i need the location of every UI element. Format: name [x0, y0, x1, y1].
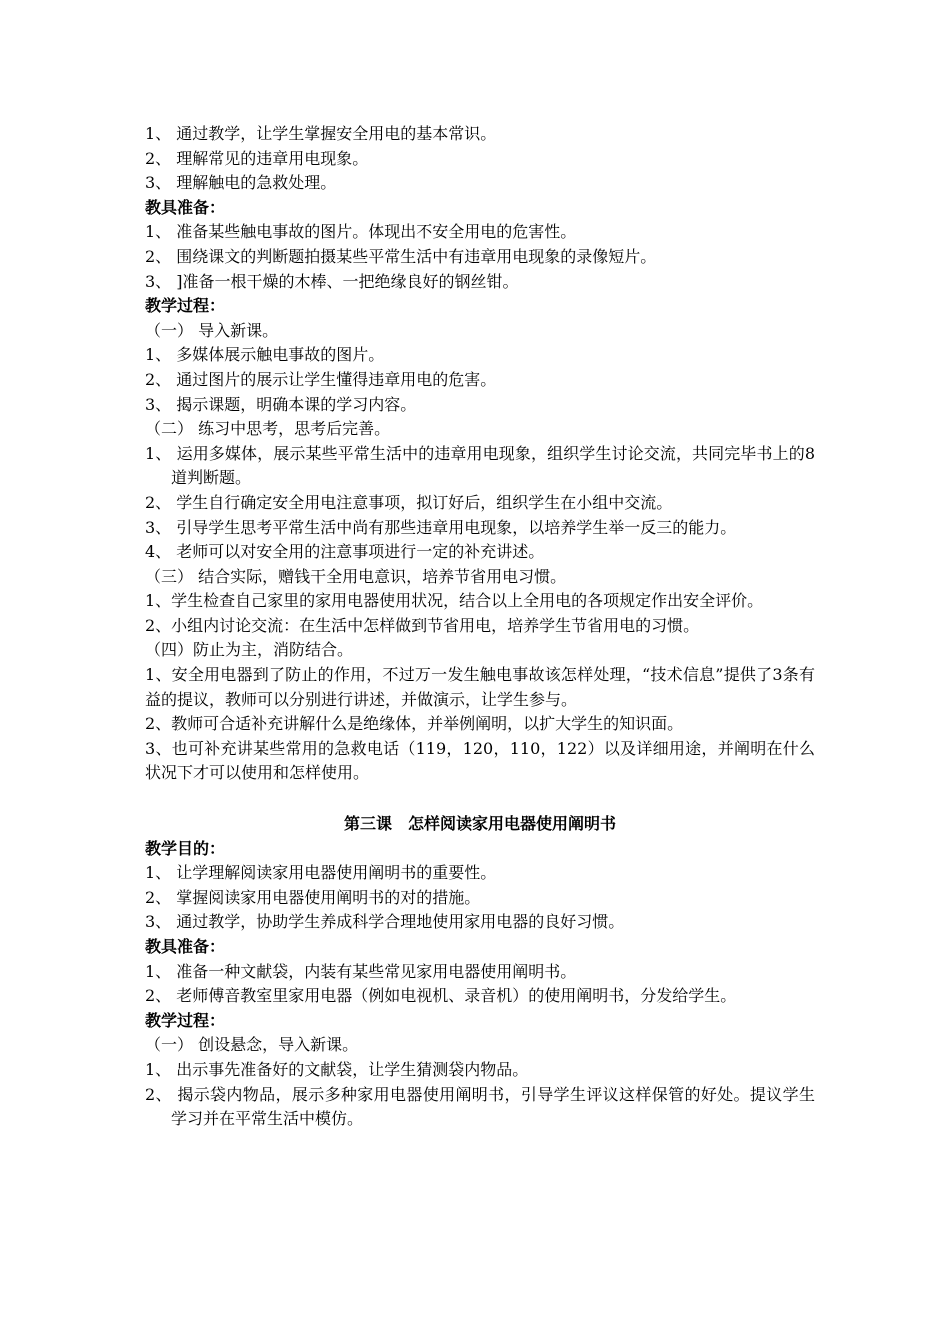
- goal-item: 1、 让学理解阅读家用电器使用阐明书的重要性。: [145, 863, 497, 883]
- goal-item: 2、 理解常见的违章用电现象。: [145, 148, 369, 168]
- section-heading: 教具准备：: [145, 937, 226, 956]
- prep-item: 2、 围绕课文的判断题拍摄某些平常生活中有违章用电现象的录像短片。: [145, 246, 657, 266]
- section-heading: 教学目的：: [145, 838, 226, 858]
- process-item: 1、 运用多媒体，展示某些平常生活中的违章用电现象，组织学生讨论交流，共同完毕书上的8道判断题。: [145, 443, 815, 488]
- goal-item: 3、 理解触电的急救处理。: [145, 173, 337, 193]
- prep-item: 1、 准备一种文献袋，内装有某些常见家用电器使用阐明书。: [145, 961, 577, 981]
- process-item: 2、 揭示袋内物品，展示多种家用电器使用阐明书，引导学生评议这样保管的好处。提议学生学习并在平常生活中模仿。: [145, 1084, 815, 1129]
- document-page: [145, 122, 815, 1132]
- process-item: 3、也可补充讲某些常用的急救电话（119，120，110，122）以及详细用途，并阐明在什么状况下才可以使用和怎样使用。: [145, 738, 815, 783]
- process-item: 4、 老师可以对安全用的注意事项进行一定的补充讲述。: [145, 542, 545, 562]
- process-item: 2、 通过图片的展示让学生懂得违章用电的危害。: [145, 369, 497, 389]
- lesson-name: 怎样阅读家用电器使用阐明书: [408, 814, 617, 834]
- section-heading: 教学过程：: [145, 1010, 226, 1030]
- prep-item: 2、 老师傅音教室里家用电器（例如电视机、录音机）的使用阐明书，分发给学生。: [145, 986, 737, 1006]
- process-item: 1、 出示事先准备好的文献袋，让学生猜测袋内物品。: [145, 1059, 529, 1079]
- goal-item: 2、 掌握阅读家用电器使用阐明书的对的措施。: [145, 887, 481, 907]
- process-item: 2、小组内讨论交流：在生活中怎样做到节省用电，培养学生节省用电的习惯。: [145, 615, 700, 635]
- lesson-number: 第三课: [343, 814, 392, 834]
- process-item: 2、 学生自行确定安全用电注意事项，拟订好后，组织学生在小组中交流。: [145, 492, 673, 512]
- process-item: 3、 揭示课题，明确本课的学习内容。: [145, 394, 417, 414]
- process-item: 1、 多媒体展示触电事故的图片。: [145, 345, 385, 365]
- section-heading: 教具准备：: [145, 197, 226, 217]
- prep-item: 3、 ]准备一根干燥的木棒、一把绝缘良好的钢丝钳。: [145, 271, 519, 291]
- process-subheading: （四）防止为主，消防结合。: [145, 640, 354, 660]
- process-subheading: （一） 导入新课。: [145, 320, 279, 340]
- goal-item: 1、 通过教学，让学生掌握安全用电的基本常识。: [145, 124, 497, 143]
- process-item: 3、 引导学生思考平常生活中尚有那些违章用电现象，以培养学生举一反三的能力。: [145, 517, 737, 537]
- process-item: 1、安全用电器到了防止的作用，不过万一发生触电事故该怎样处理，“技术信息”提供了3条有益的提议，教师可以分别进行讲述，并做演示，让学生参与。: [145, 665, 815, 709]
- process-item: 1、学生检查自己家里的家用电器使用状况，结合以上全用电的各项规定作出安全评价。: [145, 591, 764, 611]
- goal-item: 3、 通过教学，协助学生养成科学合理地使用家用电器的良好习惯。: [145, 912, 625, 932]
- process-item: 2、教师可合适补充讲解什么是绝缘体，并举例阐明，以扩大学生的知识面。: [145, 714, 684, 734]
- prep-item: 1、 准备某些触电事故的图片。体现出不安全用电的危害性。: [145, 222, 577, 242]
- process-subheading: （一） 创设悬念，导入新课。: [145, 1035, 359, 1055]
- process-subheading: （三） 结合实际，赠钱干全用电意识，培养节省用电习惯。: [145, 566, 567, 586]
- section-heading: 教学过程：: [145, 296, 226, 316]
- lesson-title: [145, 812, 815, 837]
- process-subheading: （二） 练习中思考，思考后完善。: [145, 419, 391, 439]
